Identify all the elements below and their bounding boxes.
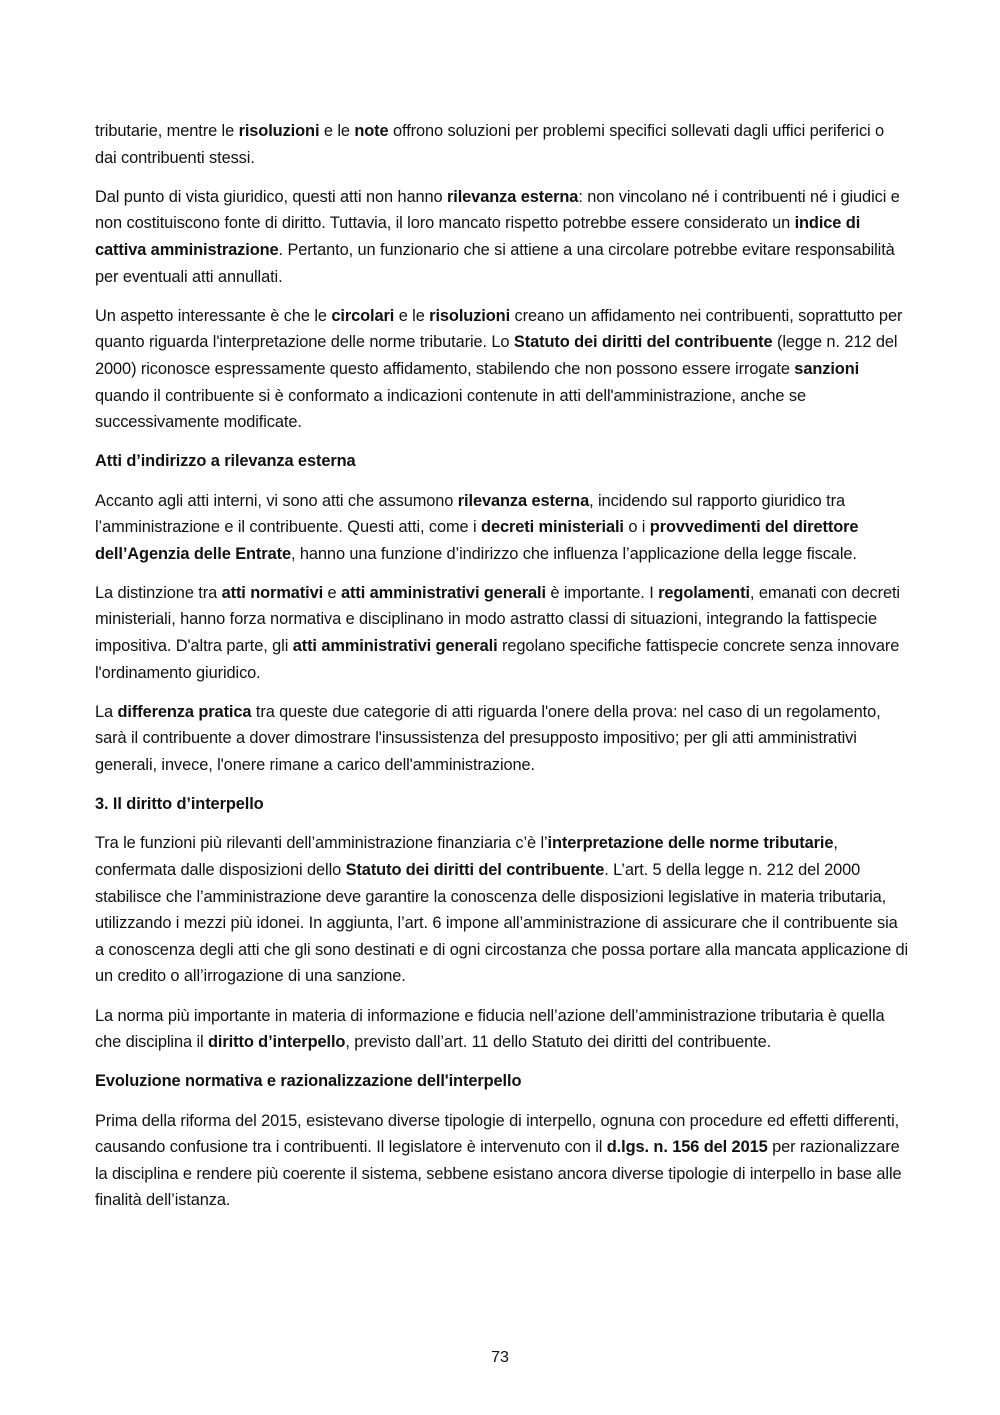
text-run: . L’art. 5 della legge n. 212 del 2000 stabilisce che l’amministrazione deve garantire la conoscenza delle disposizioni legislative in materia tributaria, utilizzando i mezzi più idonei. In aggiunta, l’art. 6 impone all’amministrazione di assicurare che il contribuente sia a conoscenza degli atti che gli sono destinati e di ogni circostanza che possa portare alla mancata applicazione di un credito o all’irrogazione di una sanzione. <box>95 861 909 986</box>
bold-text: differenza pratica <box>117 702 252 721</box>
text-run: , hanno una funzione d’indirizzo che influenza l’applicazione della legge fiscale. <box>290 544 857 563</box>
bold-text: atti amministrativi generali <box>292 637 498 656</box>
paragraph-norma-importante <box>95 1003 910 1056</box>
text-run: Dal punto di vista giuridico, questi atti non hanno <box>95 187 447 206</box>
bold-text: atti normativi <box>221 583 324 602</box>
text-run: , emanati con decreti ministeriali, hanno forza normativa e disciplinano in modo astratto classi di situazioni, integrando la fattispecie impositiva. D'altra parte, gli <box>95 583 900 656</box>
text-run: , incidendo sul rapporto giuridico tra l’amministrazione e il contribuente. Questi atti, come i <box>95 491 845 537</box>
text-run: Tra le funzioni più rilevanti dell’amministrazione finanziaria c’è l’ <box>95 834 548 853</box>
paragraph-rilevanza-giuridica <box>95 184 910 290</box>
text-run: è importante. I <box>545 583 659 602</box>
text-run: : non vincolano né i contribuenti né i giudici e non costituiscono fonte di diritto. Tuttavia, il loro mancato rispetto potrebbe essere considerato un <box>95 187 900 233</box>
text-run: e le <box>394 306 430 325</box>
heading-atti-indirizzo <box>95 448 910 475</box>
bold-text: decreti ministeriali <box>481 518 624 537</box>
text-run: creano un affidamento nei contribuenti, soprattutto per quanto riguarda l'interpretazione delle norme tributarie. Lo <box>95 306 903 352</box>
text-run: tra queste due categorie di atti riguarda l'onere della prova: nel caso di un regolamento, sarà il contribuente a dover dimostrare l'insussistenza del presupposto impositivo; per gli atti amministrativi generali, invece, l'onere rimane a carico dell'amministrazione. <box>95 702 881 775</box>
text-run: , confermata dalle disposizioni dello <box>95 834 838 879</box>
bold-text: risoluzioni <box>429 306 511 325</box>
text-run: regolano specifiche fattispecie concrete senza innovare l'ordinamento giuridico. <box>95 637 900 682</box>
paragraph-affidamento <box>95 303 910 436</box>
text-run: Accanto agli atti interni, vi sono atti che assumono <box>95 491 458 510</box>
bold-text: regolamenti <box>658 583 750 602</box>
bold-text: circolari <box>331 306 395 325</box>
paragraph-atti-interni <box>95 488 910 568</box>
bold-text: rilevanza esterna <box>446 187 579 206</box>
bold-text: risoluzioni <box>238 122 320 140</box>
text-run: Prima della riforma del 2015, esistevano diverse tipologie di interpello, ognuna con procedure ed effetti differenti, causando confusione tra i contribuenti. Il legislatore è intervenuto con il <box>95 1111 900 1157</box>
bold-text: Statuto dei diritti del contribuente <box>513 333 773 352</box>
bold-text: atti amministrativi generali <box>341 583 546 602</box>
text-run: tributarie, mentre le <box>95 122 239 140</box>
paragraph-differenza-pratica <box>95 699 910 779</box>
heading-diritto-interpello <box>95 791 910 818</box>
text-run: per razionalizzare la disciplina e rendere più coerente il sistema, sebbene esistano ancora diverse tipologie di interpello in base alle finalità dell’istanza. <box>95 1138 902 1210</box>
paragraph-distinzione <box>95 580 910 686</box>
bold-text: rilevanza esterna <box>457 491 590 510</box>
text-run: La distinzione tra <box>95 583 222 602</box>
bold-text: provvedimenti del direttore dell’Agenzia delle Entrate <box>95 518 859 563</box>
paragraph-interpretazione <box>95 830 910 990</box>
text-run: Un aspetto interessante è che le <box>95 306 332 325</box>
paragraph-riforma-2015 <box>95 1108 910 1214</box>
text-run: La norma più importante in materia di informazione e fiducia nell’azione dell’amministrazione tributaria è quella che disciplina il <box>95 1006 885 1052</box>
page-body <box>95 118 910 1227</box>
text-run: La <box>95 702 118 721</box>
text-run: Evoluzione normativa e razionalizzazione dell'interpello <box>95 1072 522 1091</box>
bold-text: diritto d’interpello <box>208 1033 346 1052</box>
text-run: e le <box>319 122 355 140</box>
text-run: Atti d’indirizzo a rilevanza esterna <box>95 452 356 471</box>
bold-text: interpretazione delle norme tributarie <box>547 834 834 853</box>
bold-text: Statuto dei diritti del contribuente <box>345 861 605 879</box>
text-run: , previsto dall’art. 11 dello Statuto dei diritti del contribuente. <box>345 1033 772 1052</box>
bold-text: sanzioni <box>794 359 860 378</box>
bold-text: d.lgs. n. 156 del 2015 <box>606 1138 768 1157</box>
text-run: o i <box>623 518 650 537</box>
bold-text: note <box>354 122 389 140</box>
text-run: 3. Il diritto d’interpello <box>95 795 264 814</box>
heading-evoluzione-normativa <box>95 1068 910 1095</box>
text-run: (legge n. 212 del 2000) riconosce espressamente questo affidamento, stabilendo che non possono essere irrogate <box>95 333 898 378</box>
page-number: 73 <box>491 1349 509 1366</box>
text-run: . Pertanto, un funzionario che si attiene a una circolare potrebbe evitare responsabilità per eventuali atti annullati. <box>95 240 895 286</box>
paragraph-circolari-risoluzioni <box>95 118 910 171</box>
text-run: quando il contribuente si è conformato a indicazioni contenute in atti dell'amministrazione, anche se successivamente modificate. <box>95 386 807 432</box>
text-run: e <box>323 583 342 602</box>
text-run: offrono soluzioni per problemi specifici sollevati dagli uffici periferici o dai contribuenti stessi. <box>95 122 885 167</box>
bold-text: indice di cattiva amministrazione <box>95 214 861 259</box>
